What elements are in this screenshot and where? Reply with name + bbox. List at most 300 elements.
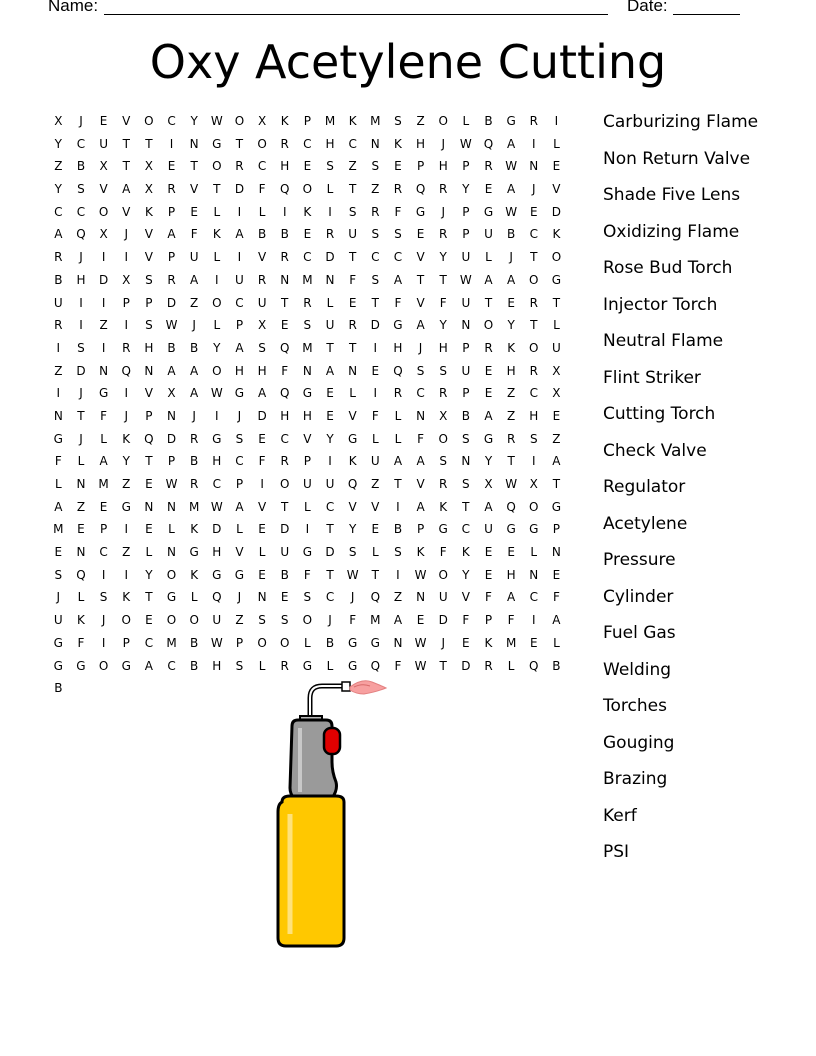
grid-letter[interactable]: S	[348, 545, 357, 560]
grid-letter[interactable]: K	[212, 227, 221, 242]
grid-letter[interactable]: Z	[507, 386, 516, 401]
grid-letter[interactable]: R	[529, 363, 538, 378]
grid-letter[interactable]: G	[483, 431, 494, 446]
grid-letter[interactable]: L	[326, 658, 334, 673]
grid-letter[interactable]: Z	[190, 295, 199, 310]
grid-letter[interactable]: R	[235, 159, 244, 174]
grid-letter[interactable]: U	[189, 250, 199, 265]
grid-letter[interactable]: I	[305, 522, 310, 537]
grid-letter[interactable]: R	[280, 658, 289, 673]
grid-letter[interactable]: V	[416, 295, 425, 310]
grid-letter[interactable]: V	[371, 499, 380, 514]
grid-letter[interactable]: X	[144, 159, 153, 174]
grid-letter[interactable]: J	[192, 318, 196, 333]
grid-letter[interactable]: B	[507, 227, 516, 242]
grid-letter[interactable]: N	[167, 408, 177, 423]
grid-letter[interactable]: N	[551, 545, 561, 560]
grid-letter[interactable]: Q	[393, 363, 403, 378]
grid-letter[interactable]: G	[347, 431, 358, 446]
grid-letter[interactable]: T	[326, 522, 334, 537]
grid-letter[interactable]: V	[99, 182, 108, 197]
grid-letter[interactable]: B	[190, 658, 199, 673]
grid-letter[interactable]: L	[258, 204, 266, 219]
grid-letter[interactable]: L	[145, 545, 153, 560]
grid-letter[interactable]: S	[462, 477, 470, 491]
grid-letter[interactable]: T	[439, 272, 447, 287]
grid-letter[interactable]: T	[530, 318, 538, 333]
grid-letter[interactable]: P	[167, 250, 176, 265]
grid-letter[interactable]: S	[258, 340, 266, 355]
grid-letter[interactable]: S	[439, 363, 448, 378]
grid-letter[interactable]: K	[416, 545, 425, 560]
grid-letter[interactable]: G	[347, 658, 358, 673]
grid-letter[interactable]: G	[234, 386, 245, 401]
grid-letter[interactable]: H	[438, 340, 448, 355]
grid-letter[interactable]: Y	[122, 454, 130, 469]
grid-letter[interactable]: G	[98, 386, 109, 401]
grid-letter[interactable]: S	[145, 318, 153, 333]
grid-letter[interactable]: Q	[529, 658, 539, 673]
grid-letter[interactable]: G	[166, 590, 177, 605]
grid-letter[interactable]: R	[484, 340, 493, 355]
grid-letter[interactable]: J	[441, 204, 445, 219]
grid-letter[interactable]: S	[77, 182, 85, 197]
grid-letter[interactable]: O	[212, 159, 222, 174]
grid-letter[interactable]: E	[416, 227, 425, 242]
grid-letter[interactable]: T	[145, 590, 153, 605]
grid-letter[interactable]: N	[348, 363, 358, 378]
grid-letter[interactable]: C	[54, 204, 63, 219]
grid-letter[interactable]: T	[462, 499, 470, 514]
grid-letter[interactable]: I	[56, 386, 61, 401]
grid-letter[interactable]: D	[257, 408, 267, 423]
grid-letter[interactable]: Z	[122, 545, 131, 560]
grid-letter[interactable]: Q	[280, 386, 290, 401]
grid-letter[interactable]: I	[101, 635, 106, 650]
grid-letter[interactable]: C	[99, 545, 108, 560]
grid-letter[interactable]: T	[145, 454, 153, 469]
grid-letter[interactable]: V	[348, 499, 357, 514]
grid-letter[interactable]: O	[302, 182, 313, 197]
grid-letter[interactable]: D	[76, 363, 86, 378]
grid-letter[interactable]: I	[328, 454, 332, 469]
grid-letter[interactable]: K	[552, 227, 561, 242]
grid-letter[interactable]: P	[303, 114, 311, 128]
grid-letter[interactable]: T	[416, 272, 425, 287]
grid-letter[interactable]: Y	[462, 182, 470, 197]
grid-letter[interactable]: C	[76, 204, 86, 219]
grid-letter[interactable]: G	[234, 567, 245, 582]
grid-letter[interactable]: X	[552, 386, 561, 401]
grid-letter[interactable]: S	[394, 227, 402, 242]
grid-letter[interactable]: V	[235, 545, 244, 560]
grid-letter[interactable]: O	[98, 204, 109, 219]
grid-letter[interactable]: T	[371, 567, 379, 582]
grid-letter[interactable]: X	[439, 408, 448, 423]
grid-letter[interactable]: U	[325, 477, 335, 491]
grid-letter[interactable]: E	[303, 159, 312, 174]
grid-letter[interactable]: R	[529, 295, 538, 310]
grid-letter[interactable]: Q	[212, 590, 222, 605]
grid-letter[interactable]: Y	[507, 318, 515, 333]
grid-letter[interactable]: Z	[371, 477, 380, 491]
grid-letter[interactable]: A	[484, 408, 493, 423]
grid-letter[interactable]: R	[257, 272, 267, 287]
grid-letter[interactable]: I	[554, 114, 559, 128]
grid-letter[interactable]: W	[414, 567, 427, 582]
grid-letter[interactable]: S	[394, 545, 402, 560]
grid-letter[interactable]: S	[416, 363, 425, 378]
grid-letter[interactable]: C	[144, 635, 154, 650]
grid-letter[interactable]: F	[100, 408, 108, 423]
grid-letter[interactable]: Q	[415, 182, 426, 197]
grid-letter[interactable]: S	[77, 340, 85, 355]
grid-letter[interactable]: P	[484, 613, 493, 628]
grid-letter[interactable]: O	[212, 295, 222, 310]
grid-letter[interactable]: L	[530, 545, 538, 560]
name-field-line[interactable]	[104, 14, 608, 15]
grid-letter[interactable]: C	[212, 477, 221, 491]
grid-letter[interactable]: B	[190, 635, 199, 650]
grid-letter[interactable]: H	[212, 454, 222, 469]
grid-letter[interactable]: Y	[439, 318, 447, 333]
grid-letter[interactable]: P	[462, 340, 470, 355]
grid-letter[interactable]: F	[349, 272, 357, 287]
grid-letter[interactable]: E	[258, 431, 266, 446]
grid-letter[interactable]: I	[101, 340, 106, 355]
grid-letter[interactable]: X	[257, 318, 267, 333]
grid-letter[interactable]: D	[280, 522, 290, 537]
grid-letter[interactable]: E	[280, 318, 289, 333]
grid-letter[interactable]: O	[144, 114, 154, 128]
grid-letter[interactable]: D	[98, 272, 109, 287]
grid-letter[interactable]: U	[438, 590, 448, 605]
grid-letter[interactable]: A	[416, 318, 425, 333]
grid-letter[interactable]: E	[54, 545, 63, 560]
grid-letter[interactable]: W	[414, 658, 427, 673]
grid-letter[interactable]: Y	[213, 340, 221, 355]
grid-letter[interactable]: I	[215, 408, 219, 423]
grid-letter[interactable]: I	[124, 567, 129, 582]
grid-letter[interactable]: H	[76, 272, 86, 287]
grid-letter[interactable]: S	[145, 272, 153, 287]
grid-letter[interactable]: W	[165, 477, 178, 491]
grid-letter[interactable]: H	[280, 408, 290, 423]
grid-letter[interactable]: I	[282, 204, 287, 219]
grid-letter[interactable]: F	[439, 545, 447, 560]
grid-letter[interactable]: G	[506, 114, 516, 128]
grid-letter[interactable]: A	[54, 499, 63, 514]
grid-letter[interactable]: E	[507, 295, 515, 310]
grid-letter[interactable]: U	[257, 295, 267, 310]
grid-letter[interactable]: G	[53, 658, 63, 673]
grid-letter[interactable]: E	[145, 522, 153, 537]
grid-letter[interactable]: G	[393, 318, 403, 333]
grid-letter[interactable]: U	[302, 477, 312, 491]
grid-letter[interactable]: P	[416, 522, 425, 537]
grid-letter[interactable]: K	[461, 545, 470, 560]
grid-letter[interactable]: N	[416, 590, 426, 605]
grid-letter[interactable]: L	[553, 318, 560, 333]
grid-letter[interactable]: B	[393, 522, 403, 537]
grid-letter[interactable]: R	[439, 227, 448, 242]
grid-letter[interactable]: R	[484, 159, 493, 174]
grid-letter[interactable]: T	[394, 477, 402, 491]
grid-letter[interactable]: H	[438, 159, 448, 174]
grid-letter[interactable]: E	[529, 635, 538, 650]
grid-letter[interactable]: A	[416, 454, 425, 469]
grid-letter[interactable]: F	[349, 613, 357, 628]
grid-letter[interactable]: R	[439, 386, 448, 401]
grid-letter[interactable]: V	[257, 250, 267, 265]
grid-letter[interactable]: T	[213, 182, 221, 197]
grid-letter[interactable]: H	[212, 545, 222, 560]
grid-letter[interactable]: A	[235, 499, 244, 514]
grid-letter[interactable]: A	[393, 613, 403, 628]
grid-letter[interactable]: I	[373, 386, 378, 401]
grid-letter[interactable]: A	[507, 590, 516, 605]
grid-letter[interactable]: J	[441, 635, 445, 650]
grid-letter[interactable]: S	[99, 590, 108, 605]
grid-letter[interactable]: P	[145, 408, 153, 423]
grid-letter[interactable]: F	[371, 408, 379, 423]
grid-letter[interactable]: F	[394, 658, 402, 673]
grid-letter[interactable]: S	[371, 227, 380, 242]
grid-letter[interactable]: O	[166, 613, 177, 628]
grid-letter[interactable]: E	[552, 408, 561, 423]
grid-letter[interactable]: D	[325, 250, 335, 265]
grid-letter[interactable]: A	[416, 499, 425, 514]
grid-letter[interactable]: U	[212, 613, 222, 628]
grid-letter[interactable]: W	[346, 567, 359, 582]
grid-letter[interactable]: T	[190, 159, 198, 174]
grid-letter[interactable]: N	[144, 499, 154, 514]
grid-letter[interactable]: K	[122, 431, 131, 446]
grid-letter[interactable]: R	[393, 386, 403, 401]
grid-letter[interactable]: L	[77, 454, 85, 469]
grid-letter[interactable]: P	[235, 477, 244, 491]
grid-letter[interactable]: N	[461, 454, 471, 469]
grid-letter[interactable]: A	[190, 272, 199, 287]
grid-letter[interactable]: P	[145, 295, 153, 310]
grid-letter[interactable]: J	[350, 590, 355, 605]
grid-letter[interactable]: D	[166, 431, 177, 446]
grid-letter[interactable]: B	[461, 408, 470, 423]
grid-letter[interactable]: K	[439, 499, 448, 514]
grid-letter[interactable]: T	[439, 658, 447, 673]
grid-letter[interactable]: M	[370, 613, 381, 628]
grid-letter[interactable]: M	[98, 477, 109, 491]
grid-letter[interactable]: T	[484, 295, 493, 310]
grid-letter[interactable]: J	[79, 250, 83, 265]
grid-letter[interactable]: E	[484, 182, 493, 197]
grid-letter[interactable]: G	[302, 386, 313, 401]
grid-letter[interactable]: J	[79, 386, 83, 401]
grid-letter[interactable]: G	[529, 522, 539, 537]
grid-letter[interactable]: I	[169, 136, 174, 151]
grid-letter[interactable]: N	[144, 363, 154, 378]
grid-letter[interactable]: G	[121, 499, 131, 514]
grid-letter[interactable]: W	[210, 635, 223, 650]
grid-letter[interactable]: O	[551, 250, 562, 265]
grid-letter[interactable]: R	[122, 340, 131, 355]
grid-letter[interactable]: U	[461, 295, 471, 310]
grid-letter[interactable]: A	[393, 454, 403, 469]
grid-letter[interactable]: O	[438, 114, 448, 128]
grid-letter[interactable]: Q	[76, 567, 86, 582]
grid-letter[interactable]: N	[529, 567, 539, 582]
grid-letter[interactable]: S	[326, 159, 334, 174]
grid-letter[interactable]: P	[167, 454, 176, 469]
grid-letter[interactable]: S	[280, 613, 289, 628]
grid-letter[interactable]: V	[122, 114, 131, 128]
grid-letter[interactable]: L	[326, 182, 334, 197]
grid-letter[interactable]: L	[168, 522, 175, 537]
grid-letter[interactable]: W	[505, 204, 518, 219]
grid-letter[interactable]: O	[212, 363, 222, 378]
grid-letter[interactable]: S	[54, 567, 63, 582]
grid-letter[interactable]: Z	[348, 159, 357, 174]
grid-letter[interactable]: S	[394, 114, 402, 128]
grid-letter[interactable]: W	[505, 159, 518, 174]
grid-letter[interactable]: Z	[99, 318, 108, 333]
grid-letter[interactable]: N	[461, 318, 471, 333]
grid-letter[interactable]: D	[234, 182, 245, 197]
grid-letter[interactable]: R	[54, 250, 63, 265]
grid-letter[interactable]: D	[551, 204, 562, 219]
grid-letter[interactable]: U	[99, 136, 108, 151]
grid-letter[interactable]: X	[257, 114, 267, 128]
grid-letter[interactable]: S	[303, 318, 312, 333]
grid-letter[interactable]: N	[302, 363, 312, 378]
grid-letter[interactable]: B	[190, 454, 199, 469]
grid-letter[interactable]: G	[551, 272, 562, 287]
grid-letter[interactable]: A	[190, 363, 199, 378]
grid-letter[interactable]: K	[190, 567, 199, 582]
grid-letter[interactable]: Q	[370, 590, 381, 605]
grid-letter[interactable]: Q	[144, 431, 154, 446]
grid-letter[interactable]: U	[235, 272, 244, 287]
grid-letter[interactable]: M	[302, 272, 313, 287]
grid-letter[interactable]: V	[122, 204, 131, 219]
grid-letter[interactable]: E	[484, 363, 493, 378]
grid-letter[interactable]: C	[167, 114, 176, 128]
grid-letter[interactable]: A	[507, 272, 516, 287]
grid-letter[interactable]: S	[258, 613, 266, 628]
grid-letter[interactable]: R	[167, 272, 176, 287]
grid-letter[interactable]: F	[303, 567, 311, 582]
grid-letter[interactable]: S	[439, 454, 448, 469]
grid-letter[interactable]: L	[258, 658, 266, 673]
grid-letter[interactable]: U	[325, 318, 335, 333]
grid-letter[interactable]: W	[414, 635, 427, 650]
grid-letter[interactable]: Q	[76, 227, 86, 242]
grid-letter[interactable]: V	[144, 227, 153, 242]
grid-letter[interactable]: F	[485, 590, 492, 605]
grid-letter[interactable]: B	[552, 658, 561, 673]
grid-letter[interactable]: I	[124, 318, 129, 333]
grid-letter[interactable]: I	[56, 340, 61, 355]
grid-letter[interactable]: H	[506, 567, 516, 582]
grid-letter[interactable]: Y	[462, 567, 470, 582]
grid-letter[interactable]: O	[483, 318, 494, 333]
grid-letter[interactable]: L	[213, 318, 221, 333]
grid-letter[interactable]: N	[257, 590, 267, 605]
grid-letter[interactable]: F	[258, 182, 266, 197]
grid-letter[interactable]: I	[101, 567, 106, 582]
grid-letter[interactable]: L	[371, 545, 379, 560]
grid-letter[interactable]: L	[213, 204, 221, 219]
grid-letter[interactable]: J	[418, 340, 423, 355]
grid-letter[interactable]: I	[79, 318, 83, 333]
grid-letter[interactable]: M	[166, 635, 177, 650]
grid-letter[interactable]: Q	[370, 658, 381, 673]
grid-letter[interactable]: I	[215, 272, 219, 287]
grid-letter[interactable]: G	[551, 499, 562, 514]
grid-letter[interactable]: X	[144, 182, 153, 197]
grid-letter[interactable]: B	[76, 159, 86, 174]
grid-letter[interactable]: C	[167, 658, 176, 673]
grid-letter[interactable]: D	[166, 295, 177, 310]
grid-letter[interactable]: V	[416, 250, 425, 265]
date-field-line[interactable]	[673, 14, 740, 15]
grid-letter[interactable]: F	[281, 363, 289, 378]
grid-letter[interactable]: H	[393, 340, 403, 355]
grid-letter[interactable]: B	[257, 227, 267, 242]
grid-letter[interactable]: P	[235, 318, 244, 333]
grid-letter[interactable]: I	[373, 340, 378, 355]
grid-letter[interactable]: E	[484, 545, 493, 560]
grid-letter[interactable]: U	[53, 613, 63, 628]
grid-letter[interactable]: T	[507, 454, 515, 469]
grid-letter[interactable]: A	[552, 613, 561, 628]
grid-letter[interactable]: L	[100, 431, 107, 446]
grid-letter[interactable]: C	[325, 499, 335, 514]
grid-letter[interactable]: E	[326, 386, 334, 401]
grid-letter[interactable]: X	[99, 159, 108, 174]
grid-letter[interactable]: E	[99, 114, 108, 128]
grid-letter[interactable]: W	[165, 318, 178, 333]
grid-letter[interactable]: L	[553, 635, 560, 650]
grid-letter[interactable]: Y	[54, 182, 62, 197]
grid-letter[interactable]: U	[348, 227, 358, 242]
grid-letter[interactable]: A	[325, 363, 335, 378]
grid-letter[interactable]: C	[303, 136, 312, 151]
grid-letter[interactable]: Y	[439, 250, 447, 265]
grid-letter[interactable]: M	[302, 340, 313, 355]
grid-letter[interactable]: L	[304, 635, 311, 650]
grid-letter[interactable]: L	[77, 590, 85, 605]
grid-letter[interactable]: C	[325, 590, 335, 605]
grid-letter[interactable]: A	[54, 227, 63, 242]
grid-letter[interactable]: Z	[122, 477, 131, 491]
grid-letter[interactable]: O	[529, 340, 539, 355]
grid-letter[interactable]: H	[416, 136, 426, 151]
grid-letter[interactable]: L	[371, 431, 379, 446]
grid-letter[interactable]: N	[189, 136, 199, 151]
grid-letter[interactable]: U	[484, 522, 493, 537]
grid-letter[interactable]: I	[532, 613, 536, 628]
grid-letter[interactable]: X	[122, 272, 131, 287]
grid-letter[interactable]: C	[235, 295, 244, 310]
grid-letter[interactable]: C	[461, 522, 471, 537]
grid-letter[interactable]: R	[280, 454, 289, 469]
grid-letter[interactable]: Z	[54, 363, 63, 378]
grid-letter[interactable]: P	[462, 227, 470, 242]
grid-letter[interactable]: S	[303, 590, 312, 605]
grid-letter[interactable]: N	[393, 635, 403, 650]
grid-letter[interactable]: E	[303, 227, 312, 242]
